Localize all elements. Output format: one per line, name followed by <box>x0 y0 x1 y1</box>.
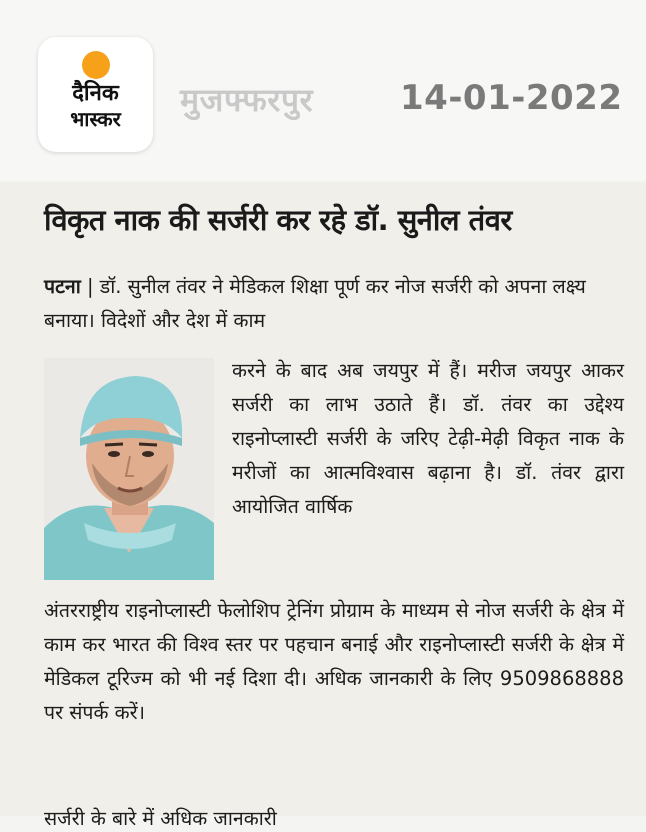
article-text-beside-photo: करने के बाद अब जयपुर में हैं। मरीज जयपुर आकर सर्जरी का लाभ उठाते हैं। डॉ. तंवर का उद्देश्य राइनोप्लास्टी सर्जरी के जरिए टेढ़ी-मेढ़ी विकृत नाक के मरीजों का आत्मविश्वास बढ़ाना है। डॉ. तंवर द्वारा आयोजित वार्षिक <box>232 359 624 518</box>
header-bar <box>0 0 646 180</box>
cutoff-next-line <box>44 798 624 830</box>
doctor-photo <box>44 358 214 580</box>
dateline: पटना <box>44 275 81 298</box>
logo-sun-icon <box>82 51 110 79</box>
dateline-separator: | <box>86 275 94 298</box>
intro-text: डॉ. सुनील तंवर ने मेडिकल शिक्षा पूर्ण कर नोज सर्जरी को अपना लक्ष्य बनाया। विदेशों और देश में काम <box>44 275 586 332</box>
dainik-bhaskar-logo[interactable] <box>38 37 153 152</box>
logo-line-1: दैनिक <box>72 81 119 106</box>
article-intro <box>44 270 624 338</box>
article-continuation: अंतरराष्ट्रीय राइनोप्लास्टी फेलोशिप ट्रेनिंग प्रोग्राम के माध्यम से नोज सर्जरी के क्षेत्र में काम कर भारत की विश्व स्तर पर पहचान बनाई और राइनोप्लास्टी सर्जरी के क्षेत्र में मेडिकल टूरिज्म को भी नई दिशा दी। अधिक जानकारी के लिए 9509868888 पर संपर्क करें। <box>44 599 624 724</box>
cutoff-text: सर्जरी के बारे में अधिक जानकारी <box>44 807 277 830</box>
doctor-portrait-image <box>44 358 214 580</box>
edition-date: 14-01-2022 <box>400 78 623 118</box>
edition-city: मुजफ्फरपुर <box>180 81 314 119</box>
article-headline: विकृत नाक की सर्जरी कर रहे डॉ. सुनील तंवर <box>44 203 512 237</box>
logo-line-2: भास्कर <box>70 107 121 131</box>
